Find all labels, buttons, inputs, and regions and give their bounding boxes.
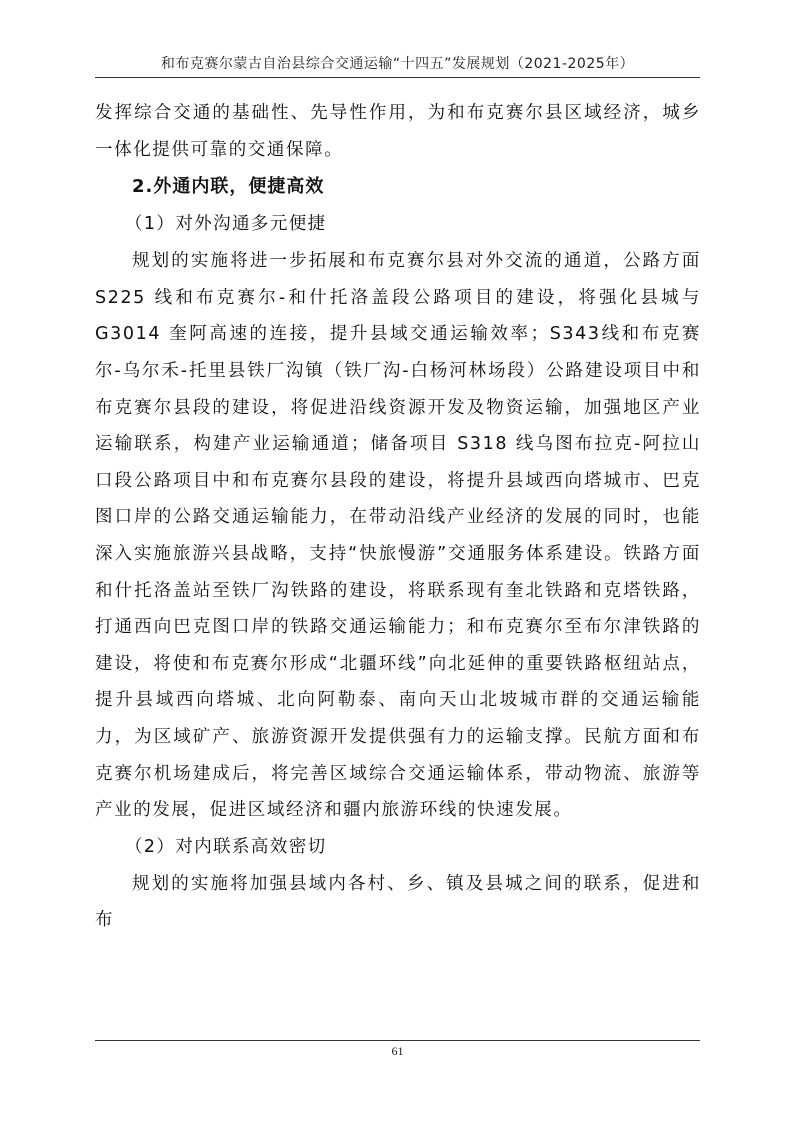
running-header: 和布克赛尔蒙古自治县综合交通运输“十四五”发展规划（2021-2025年） <box>160 56 635 72</box>
subsection-heading-internal: （2）对内联系高效密切 <box>125 836 327 857</box>
paragraph-internal-links: 规划的实施将加强县域内各村、乡、镇及县城之间的联系，促进和布 <box>95 873 701 931</box>
main-content <box>95 95 701 939</box>
intro-paragraph: 发挥综合交通的基础性、先导性作用，为和布克赛尔县区域经济，城乡一体化提供可靠的交通保障。 <box>95 103 701 160</box>
footer-divider <box>95 1040 700 1041</box>
paragraph-external-links: 规划的实施将进一步拓展和布克赛尔县对外交流的通道，公路方面S225 线和布克赛尔-和什托洛盖段公路项目的建设，将强化县城与 G3014 奎阿高速的连接，提升县域交通运输效率；S343线和布克赛尔-乌尔禾-托里县铁厂沟镇（铁厂沟-白杨河林场段）公路建设项目中和布克赛尔县段的建设，将促进沿线资源开发及物资运输，加强地区产业运输联系，构建产业运输通道；储备项目 S318 线乌图布拉克-阿拉山口段公路项目中和布克赛尔县段的建设，将提升县域西向塔城市、巴克图口岸的公路交通运输能力，在带动沿线产业经济的发展的同时，也能深入实施旅游兴县战略，支持“快旅慢游”交通服务体系建设。铁路方面和什托洛盖站至铁厂沟铁路的建设，将联系现有奎北铁路和克塔铁路，打通西向巴克图口岸的铁路交通运输能力；和布克赛尔至布尔津铁路的建设，将使和布克赛尔形成“北疆环线”向北延伸的重要铁路枢纽站点，提升县域西向塔城、北向阿勒泰、南向天山北坡城市群的交通运输能力，为区域矿产、旅游资源开发提供强有力的运输支撑。民航方面和布克赛尔机场建成后，将完善区域综合交通运输体系，带动物流、旅游等产业的发展，促进区域经济和疆内旅游环线的快速发展。 <box>95 251 701 821</box>
page-number: 61 <box>391 1044 404 1058</box>
section-heading: 2.外通内联，便捷高效 <box>132 176 325 198</box>
header-divider <box>95 77 700 78</box>
subsection-heading-external: （1）对外沟通多元便捷 <box>125 214 327 235</box>
